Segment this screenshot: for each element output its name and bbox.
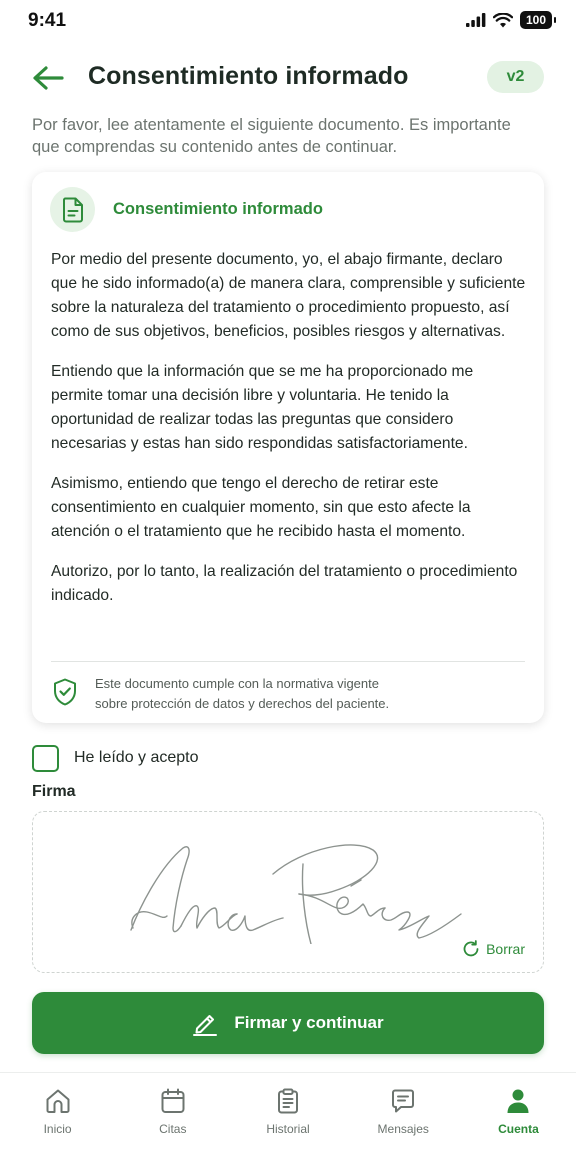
calendar-icon [159, 1087, 187, 1115]
signature-pad[interactable] [32, 811, 544, 973]
compliance-line: sobre protección de datos y derechos del paciente. [95, 696, 390, 711]
clipboard-icon [274, 1087, 302, 1115]
wifi-icon [493, 13, 513, 28]
intro-text: Por favor, lee atentamente el siguiente documento. Es importante que comprendas su contenido antes de continuar. [32, 116, 511, 156]
nav-label: Inicio [43, 1122, 72, 1136]
message-icon [389, 1087, 417, 1115]
user-icon [504, 1087, 532, 1115]
status-time: 9:41 [28, 10, 67, 31]
page-title: Consentimiento informado [88, 62, 409, 90]
document-divider [51, 661, 525, 662]
refresh-icon [462, 940, 480, 958]
pen-icon [192, 1010, 218, 1036]
signature-label: Firma [32, 783, 76, 800]
document-icon [62, 197, 84, 223]
battery-icon [520, 11, 552, 29]
clear-signature-button[interactable] [462, 940, 525, 958]
clear-signature-label: Borrar [486, 941, 525, 957]
compliance-line: Este documento cumple con la normativa vigente [95, 676, 379, 691]
document-icon-badge [50, 187, 95, 232]
nav-item-inicio[interactable] [0, 1073, 115, 1152]
home-icon [44, 1087, 72, 1115]
shield-check-icon [53, 678, 77, 706]
nav-label: Cuenta [498, 1122, 539, 1136]
nav-label: Mensajes [377, 1122, 429, 1136]
nav-label: Citas [159, 1122, 187, 1136]
nav-item-citas[interactable] [115, 1073, 230, 1152]
document-paragraph: Asimismo, entiendo que tengo el derecho de retirar este consentimiento en cualquier momento, sin que esto afecte la atención o el tratamiento que he recibido hasta el momento. [51, 475, 471, 540]
version-badge: v2 [487, 61, 544, 93]
compliance-text [95, 674, 515, 714]
document-body [51, 248, 529, 624]
status-icons [466, 11, 552, 29]
document-paragraph: Por medio del presente documento, yo, el abajo firmante, declaro que he sido informado(a) de manera clara, comprensible y suficiente sobre la naturaleza del tratamiento o procedimiento propuesto, así como de sus objetivos, beneficios, posibles riesgos y alternativas. [51, 251, 526, 340]
accept-checkbox-row[interactable] [32, 744, 199, 772]
header [0, 52, 576, 104]
nav-label: Historial [266, 1122, 310, 1136]
document-paragraph: Entiendo que la información que se me ha proporcionado me permite tomar una decisión libre y voluntaria. He tenido la oportunidad de realizar todas las preguntas que considero necesarias y estas han sido respondidas satisfactoriamente. [51, 363, 474, 452]
document-card [32, 172, 544, 723]
sign-continue-button[interactable] [32, 992, 544, 1054]
document-title: Consentimiento informado [113, 200, 323, 218]
compliance-note [51, 672, 525, 712]
back-button[interactable] [28, 60, 68, 96]
accept-checkbox[interactable] [32, 745, 59, 772]
accept-label: He leído y acepto [74, 749, 199, 766]
nav-item-cuenta[interactable] [461, 1073, 576, 1152]
sign-continue-label: Firmar y continuar [234, 1013, 384, 1032]
nav-item-mensajes[interactable] [346, 1073, 461, 1152]
cellular-signal-icon [466, 13, 486, 27]
status-bar [0, 0, 576, 44]
document-paragraph: Autorizo, por lo tanto, la realización del tratamiento o procedimiento indicado. [51, 563, 518, 604]
signature-stroke [123, 834, 463, 944]
nav-item-historial[interactable] [230, 1073, 345, 1152]
battery-level: 100 [525, 13, 547, 27]
arrow-left-icon [32, 65, 64, 91]
bottom-navigation [0, 1072, 576, 1152]
